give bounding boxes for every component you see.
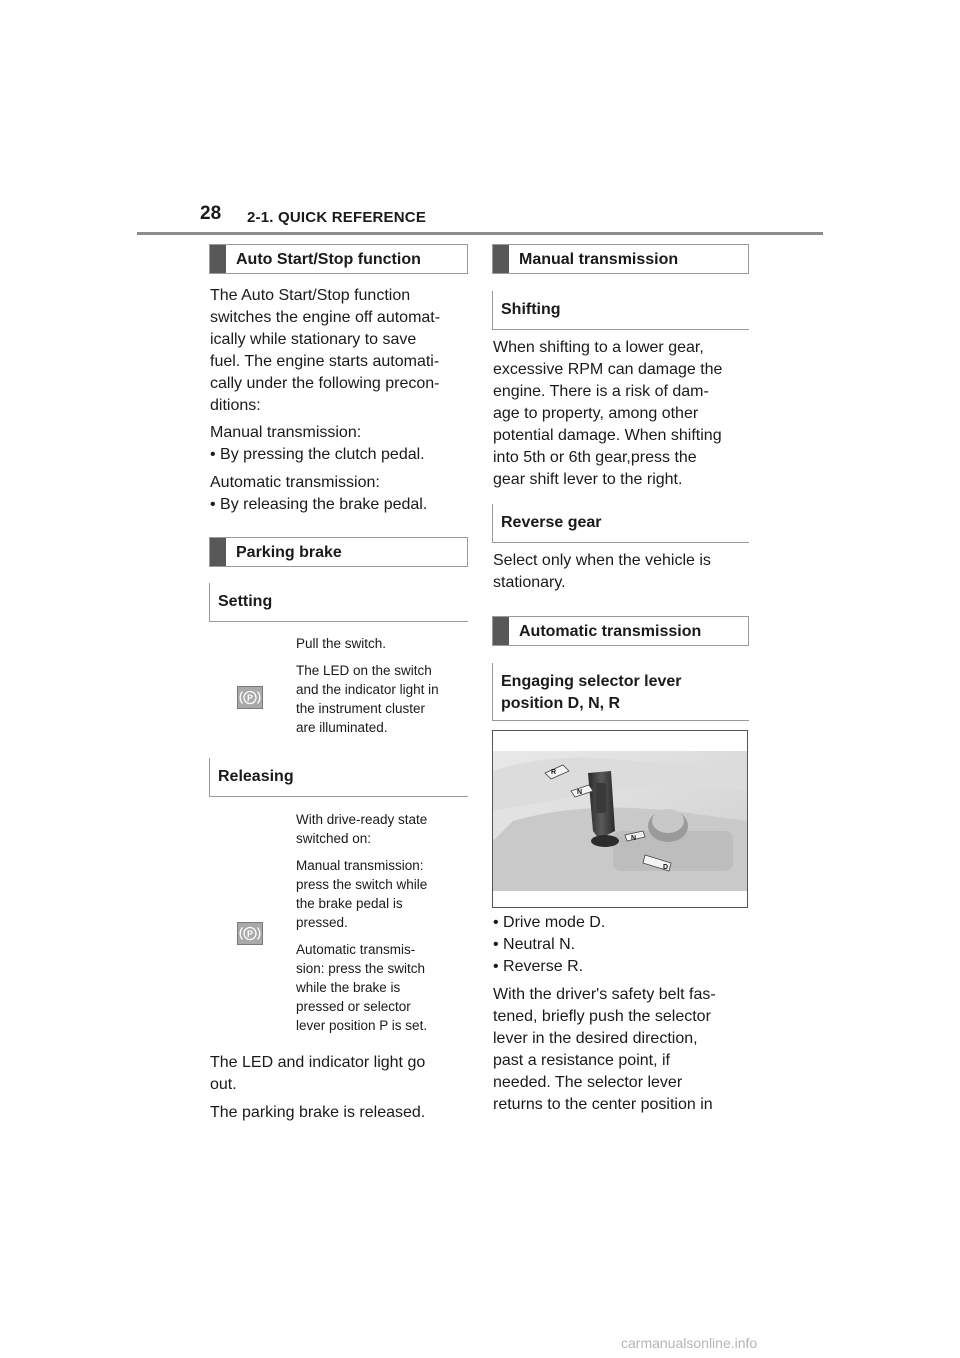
automatic-transmission-heading: Automatic transmission — [492, 616, 749, 646]
heading-bar — [210, 245, 226, 273]
selector-lever-subheading: Engaging selector lever position D, N, R — [492, 663, 749, 721]
reverse-gear-paragraph: Select only when the vehicle is stationary. — [493, 552, 711, 591]
figure-label: N — [577, 789, 583, 796]
selector-positions-list — [493, 912, 605, 978]
releasing-step-3: Automatic transmis- sion: press the switch while the brake is pressed or selector lever position P is set. — [296, 942, 428, 1033]
manual-transmission-note: Manual transmission: • By pressing the clutch pedal. — [210, 424, 425, 463]
heading-bar — [493, 245, 509, 273]
figure-label: D — [663, 864, 669, 871]
shifting-subheading: Shifting — [492, 291, 749, 330]
automatic-transmission-note: Automatic transmission: • By releasing the brake pedal. — [210, 474, 428, 513]
brake-released-paragraph: The parking brake is released. — [210, 1104, 426, 1121]
figure-label: R — [551, 769, 557, 776]
parking-brake-icon — [237, 922, 263, 945]
setting-step-2: The LED on the switch and the indicator light in the instrument cluster are illuminated. — [296, 663, 439, 735]
heading-bar — [493, 617, 509, 645]
reverse-gear-subheading: Reverse gear — [492, 504, 749, 543]
selector-lever-illustration — [492, 730, 748, 908]
auto-start-stop-heading: Auto Start/Stop function — [209, 244, 468, 274]
auto-start-stop-paragraph: The Auto Start/Stop function switches the engine off automat- ically while stationary to save fuel. The engine starts automati- cally under the following precon- ditions: — [210, 287, 441, 414]
parking-brake-heading: Parking brake — [209, 537, 468, 567]
releasing-subheading: Releasing — [209, 758, 468, 797]
watermark: carmanualsonline.info — [621, 1335, 758, 1351]
setting-step-1: Pull the switch. — [296, 636, 387, 651]
shifting-paragraph: When shifting to a lower gear, excessive RPM can damage the engine. There is a risk of dam- age to property, among other potential damage. When shifting into 5th or 6th gear,press the gear shift lever to the right. — [493, 339, 723, 488]
list-item: • Reverse R. — [493, 958, 584, 975]
figure-label: N — [631, 835, 637, 842]
heading-bar — [210, 538, 226, 566]
list-item: • Drive mode D. — [493, 914, 606, 931]
section-title: 2-1. QUICK REFERENCE — [247, 209, 427, 226]
selector-lever-paragraph: With the driver's safety belt fas- tened, briefly push the selector lever in the desired direction, past a resistance point, if needed. The selector lever returns to the center position in — [493, 986, 716, 1113]
releasing-step-2: Manual transmission: press the switch while the brake pedal is pressed. — [296, 858, 428, 930]
parking-brake-icon — [237, 686, 263, 709]
svg-text:P: P — [246, 929, 254, 939]
manual-transmission-heading: Manual transmission — [492, 244, 749, 274]
svg-text:P: P — [246, 693, 254, 703]
list-item: • Neutral N. — [493, 936, 576, 953]
setting-subheading: Setting — [209, 583, 468, 622]
releasing-step-1: With drive-ready state switched on: — [296, 812, 428, 846]
led-off-paragraph: The LED and indicator light go out. — [210, 1054, 426, 1093]
header-rule — [137, 232, 823, 235]
page-number: 28 — [200, 203, 222, 224]
